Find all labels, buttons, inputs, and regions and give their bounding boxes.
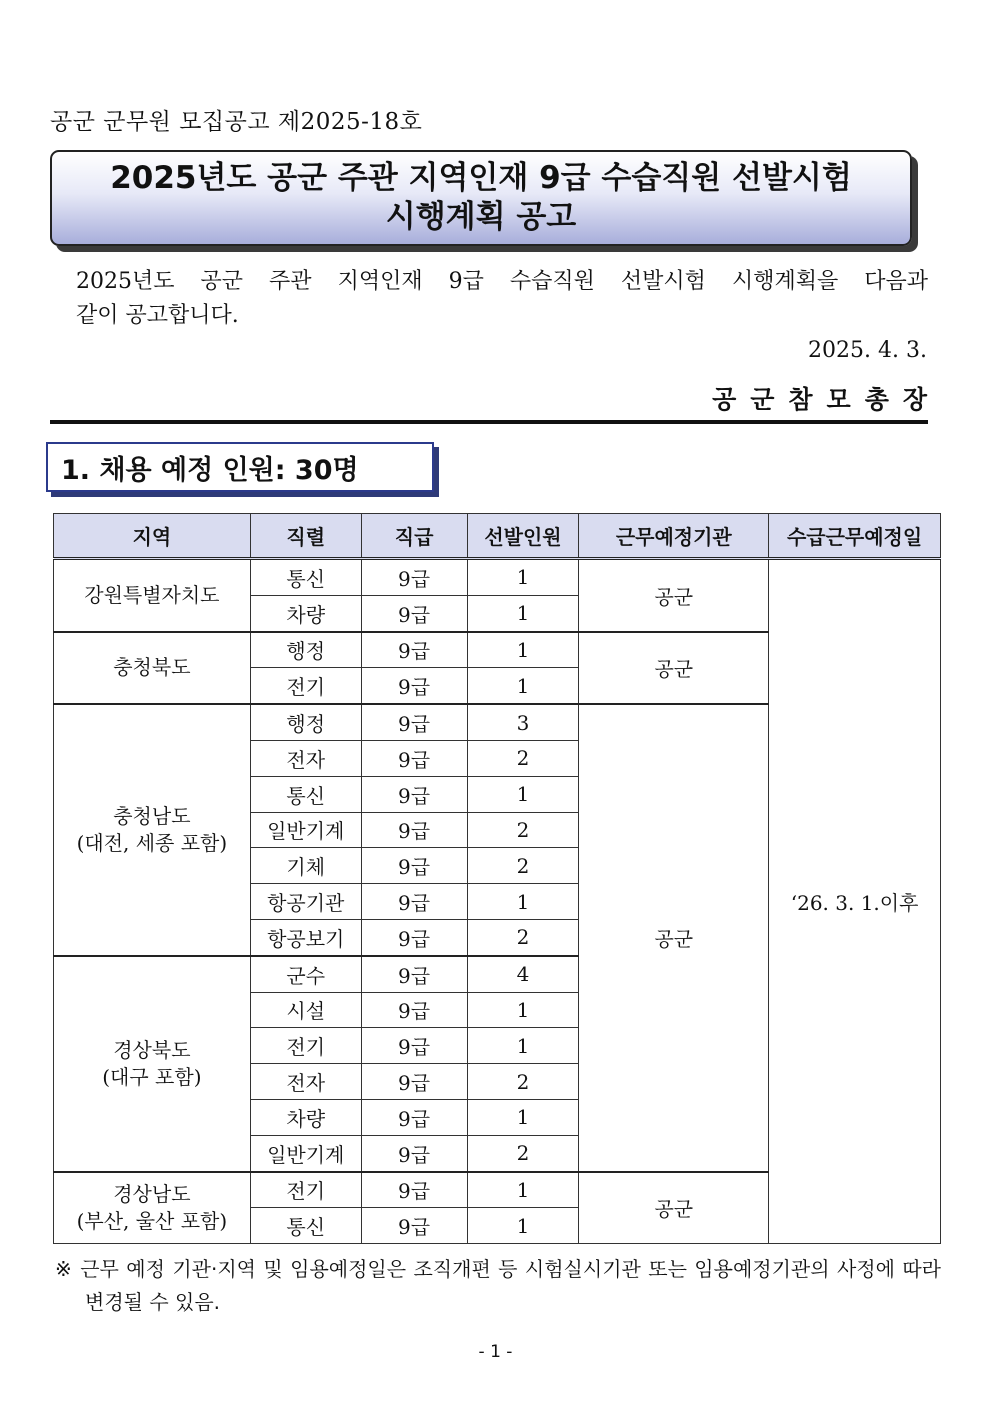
job-cell: 시설 <box>250 992 361 1028</box>
notice-date: 2025. 4. 3. <box>808 338 927 363</box>
grade-cell: 9급 <box>361 559 467 596</box>
count-cell: 1 <box>467 559 579 596</box>
header-job: 직렬 <box>250 514 361 559</box>
count-cell: 1 <box>467 1099 579 1135</box>
job-cell: 행정 <box>250 632 361 668</box>
agency-cell-merged: 공군 <box>579 704 769 1171</box>
grade-cell: 9급 <box>361 884 467 920</box>
grade-cell: 9급 <box>361 776 467 812</box>
region-name: 경상북도 <box>113 1037 191 1062</box>
grade-cell: 9급 <box>361 704 467 740</box>
job-cell: 차량 <box>250 595 361 631</box>
recruitment-table <box>53 513 941 1244</box>
intro-line2: 같이 공고합니다. <box>76 303 239 328</box>
page-number: - 1 - <box>478 1342 513 1362</box>
grade-cell: 9급 <box>361 1135 467 1171</box>
count-cell: 2 <box>467 812 579 848</box>
region-name: 경상남도 <box>113 1181 191 1206</box>
table-row <box>54 559 941 596</box>
count-cell: 1 <box>467 632 579 668</box>
job-cell: 기체 <box>250 848 361 884</box>
region-cell <box>54 559 251 632</box>
grade-cell: 9급 <box>361 992 467 1028</box>
count-cell: 4 <box>467 956 579 992</box>
footnote: ※ 근무 예정 기관·지역 및 임용예정일은 조직개편 등 시험실시기관 또는 임용예정기관의 사정에 따라 변경될 수 있음. <box>55 1257 941 1314</box>
title-box <box>50 150 912 246</box>
job-cell: 전기 <box>250 1172 361 1208</box>
header-count: 선발인원 <box>467 514 579 559</box>
count-cell: 1 <box>467 884 579 920</box>
header-region: 지역 <box>54 514 251 559</box>
count-cell: 2 <box>467 740 579 776</box>
intro-line1: 2025년도 공군 주관 지역인재 9급 수습직원 선발시험 시행계획을 다음과 <box>76 269 928 294</box>
agency-cell: 공군 <box>579 1172 769 1244</box>
grade-cell: 9급 <box>361 632 467 668</box>
region-cell <box>54 632 251 705</box>
grade-cell: 9급 <box>361 1028 467 1064</box>
grade-cell: 9급 <box>361 1099 467 1135</box>
job-cell: 항공보기 <box>250 919 361 955</box>
job-cell: 항공기관 <box>250 884 361 920</box>
grade-cell: 9급 <box>361 1208 467 1244</box>
count-cell: 2 <box>467 1135 579 1171</box>
grade-cell: 9급 <box>361 919 467 955</box>
region-name: 충청남도 <box>113 803 191 828</box>
region-cell <box>54 956 251 1172</box>
table-header-row <box>54 514 941 559</box>
grade-cell: 9급 <box>361 740 467 776</box>
divider-rule <box>50 420 928 424</box>
agency-cell: 공군 <box>579 632 769 705</box>
job-cell: 행정 <box>250 704 361 740</box>
job-cell: 전자 <box>250 1064 361 1100</box>
grade-cell: 9급 <box>361 1172 467 1208</box>
title-line2: 시행계획 공고 <box>385 199 577 235</box>
region-note: (부산, 울산 포함) <box>76 1208 228 1233</box>
job-cell: 전기 <box>250 1028 361 1064</box>
job-cell: 통신 <box>250 1208 361 1244</box>
job-cell: 전기 <box>250 668 361 704</box>
region-note: (대구 포함) <box>102 1064 202 1089</box>
notice-number: 공군 군무원 모집공고 제2025-18호 <box>50 109 423 135</box>
header-agency: 근무예정기관 <box>579 514 769 559</box>
grade-cell: 9급 <box>361 1064 467 1100</box>
job-cell: 일반기계 <box>250 1135 361 1171</box>
count-cell: 1 <box>467 992 579 1028</box>
count-cell: 2 <box>467 1064 579 1100</box>
job-cell: 차량 <box>250 1099 361 1135</box>
count-cell: 2 <box>467 848 579 884</box>
job-cell: 전자 <box>250 740 361 776</box>
start-date-cell: ‘26. 3. 1.이후 <box>769 559 941 1244</box>
section-heading: 1. 채용 예정 인원: 30명 <box>61 454 359 486</box>
grade-cell: 9급 <box>361 848 467 884</box>
header-grade: 직급 <box>361 514 467 559</box>
job-cell: 통신 <box>250 559 361 596</box>
intro-paragraph <box>76 265 928 333</box>
count-cell: 2 <box>467 919 579 955</box>
grade-cell: 9급 <box>361 956 467 992</box>
region-cell <box>54 1172 251 1244</box>
count-cell: 3 <box>467 704 579 740</box>
count-cell: 1 <box>467 668 579 704</box>
job-cell: 일반기계 <box>250 812 361 848</box>
grade-cell: 9급 <box>361 668 467 704</box>
title-line1: 2025년도 공군 주관 지역인재 9급 수습직원 선발시험 <box>110 160 852 196</box>
job-cell: 통신 <box>250 776 361 812</box>
job-cell: 군수 <box>250 956 361 992</box>
region-name: 강원특별자치도 <box>84 582 220 607</box>
region-cell <box>54 704 251 956</box>
count-cell: 1 <box>467 595 579 631</box>
count-cell: 1 <box>467 1028 579 1064</box>
grade-cell: 9급 <box>361 812 467 848</box>
grade-cell: 9급 <box>361 595 467 631</box>
table-body <box>54 559 941 1244</box>
signer: 공군참모총장 <box>712 385 941 414</box>
header-start-date: 수급근무예정일 <box>769 514 941 559</box>
section-heading-box <box>46 442 434 492</box>
region-name: 충청북도 <box>113 655 191 680</box>
count-cell: 1 <box>467 1208 579 1244</box>
count-cell: 1 <box>467 1172 579 1208</box>
region-note: (대전, 세종 포함) <box>76 830 228 855</box>
agency-cell: 공군 <box>579 559 769 632</box>
count-cell: 1 <box>467 776 579 812</box>
